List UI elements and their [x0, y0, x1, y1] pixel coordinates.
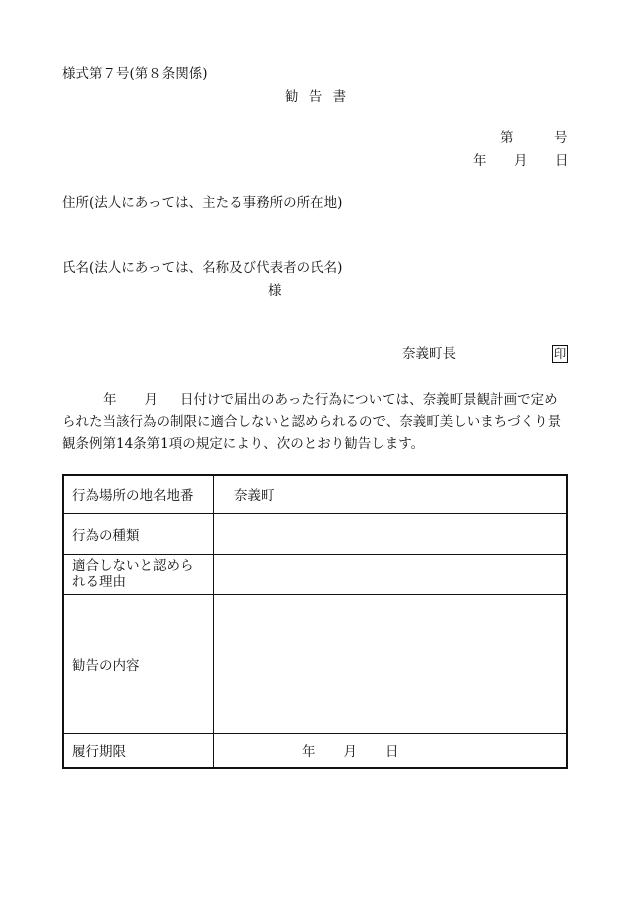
honorific: 様	[268, 283, 282, 299]
doc-number-dai: 第	[500, 130, 514, 146]
row-value-reason	[214, 554, 568, 594]
table-row	[63, 594, 567, 733]
date-month: 月	[514, 153, 528, 169]
row-value-location: 奈義町	[214, 475, 568, 513]
table-row	[63, 733, 567, 768]
deadline-day: 日	[385, 744, 399, 761]
body-line-3: 観条例第14条第1項の規定により、次のとおり勧告します。	[62, 436, 425, 452]
row-value-act-type	[214, 513, 568, 554]
row-label-deadline: 履行期限	[63, 733, 214, 768]
address-label: 住所(法人にあっては、主たる事務所の所在地)	[62, 195, 343, 211]
body-line-2: られた当該行為の制限に適合しないと認められるので、奈義町美しいまちづくり景	[62, 414, 562, 430]
table-row	[63, 554, 567, 594]
row-label-act-type: 行為の種類	[63, 513, 214, 554]
issuer-title: 奈義町長	[402, 346, 456, 362]
document-title: 勧 告 書	[285, 89, 350, 105]
row-label-content: 勧告の内容	[63, 594, 214, 733]
table-row	[63, 475, 567, 513]
seal-box: 印	[553, 346, 567, 361]
recommendation-table	[62, 474, 568, 769]
deadline-month: 月	[343, 744, 357, 761]
table-row	[63, 513, 567, 554]
body-line-1	[62, 389, 568, 411]
row-label-location: 行為場所の地名地番	[63, 475, 214, 513]
date-year: 年	[473, 153, 487, 169]
body-paragraph	[62, 389, 568, 455]
body-month: 月	[144, 392, 158, 408]
body-year: 年	[103, 392, 117, 408]
doc-number-go: 号	[554, 130, 568, 146]
date-day: 日	[555, 153, 569, 169]
body-line-1-rest: 日付けで届出のあった行為については、奈義町景観計画で定め	[180, 392, 558, 408]
row-value-content	[214, 594, 568, 733]
row-value-deadline	[214, 733, 568, 768]
row-label-reason: 適合しないと認められる理由	[63, 554, 214, 594]
deadline-year: 年	[302, 744, 316, 761]
form-number: 様式第７号(第８条関係)	[62, 66, 208, 82]
name-label: 氏名(法人にあっては、名称及び代表者の氏名)	[62, 260, 343, 276]
